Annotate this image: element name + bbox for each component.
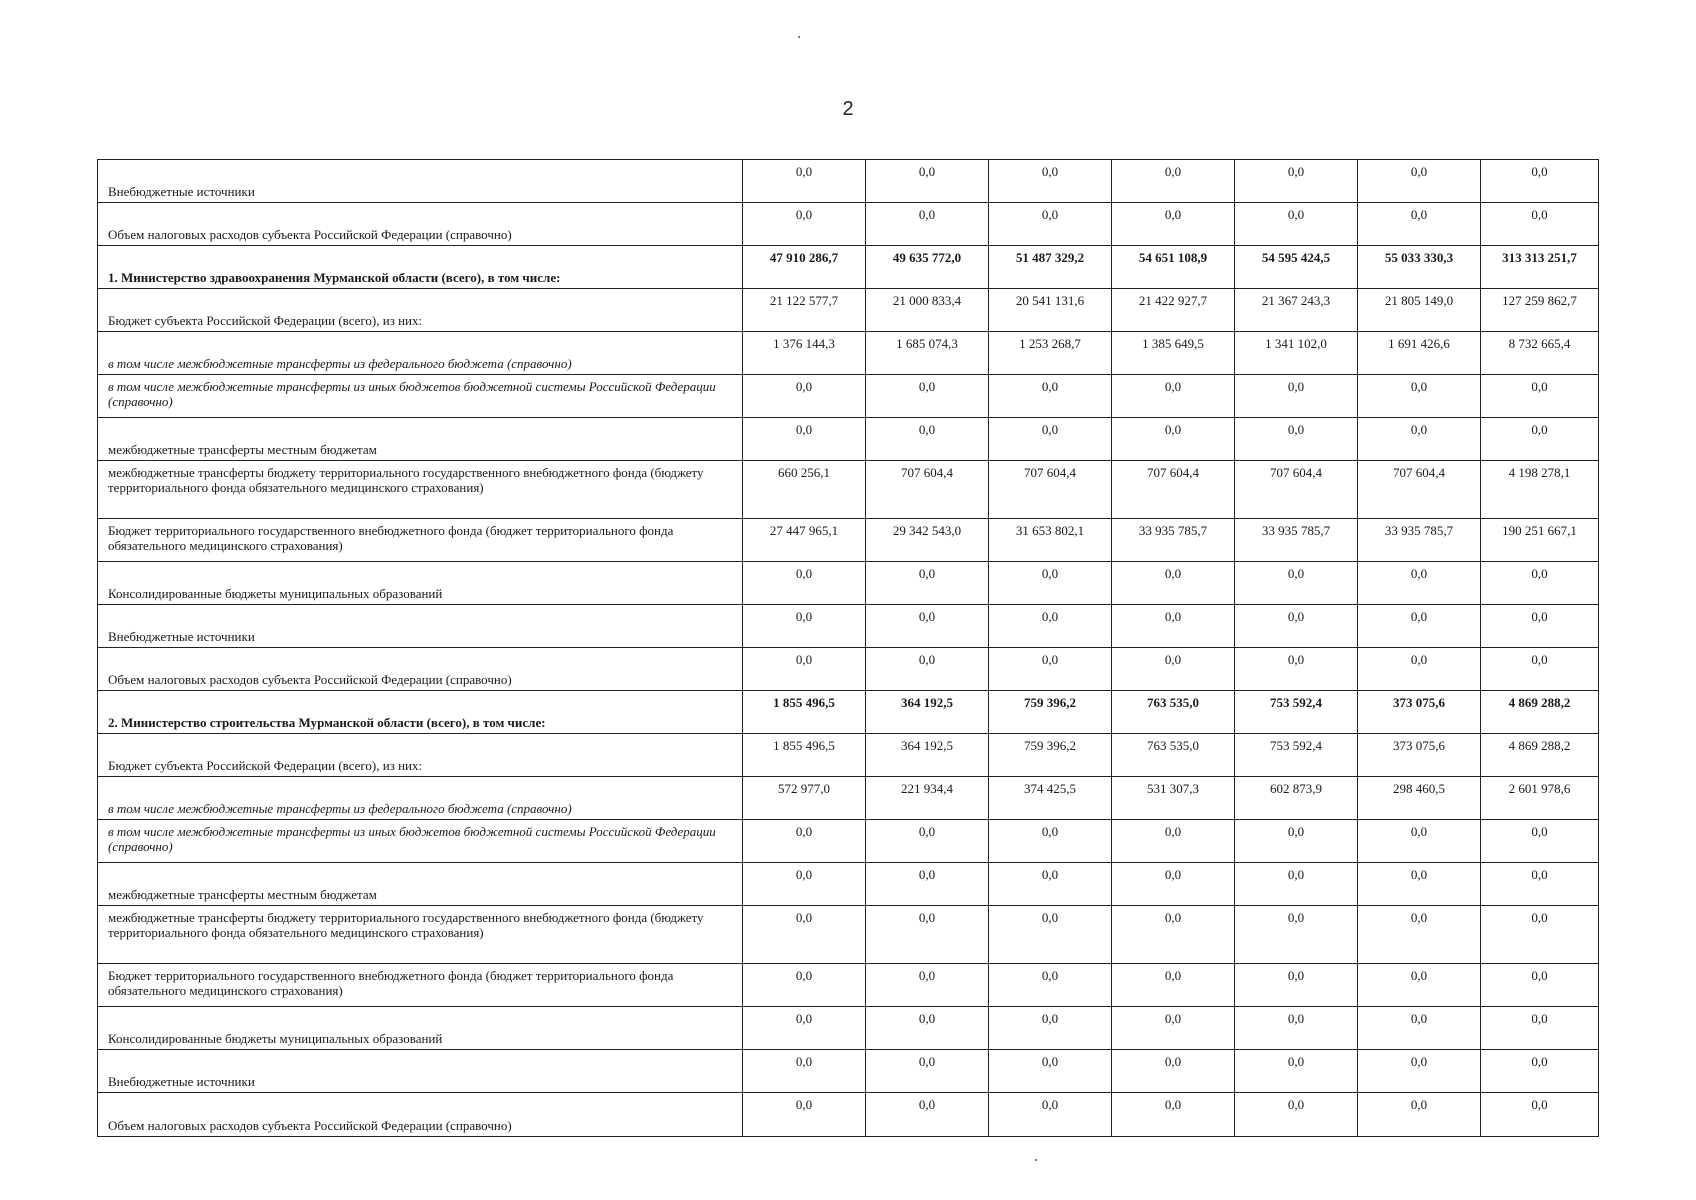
row-year-value: 364 192,5 bbox=[866, 691, 989, 734]
row-label: Объем налоговых расходов субъекта Российской Федерации (справочно) bbox=[98, 648, 743, 691]
row-year-value: 0,0 bbox=[1358, 906, 1481, 964]
row-year-value: 0,0 bbox=[989, 1093, 1112, 1137]
row-year-value: 0,0 bbox=[989, 1007, 1112, 1050]
row-year-value: 21 367 243,3 bbox=[1235, 289, 1358, 332]
row-year-value: 1 341 102,0 bbox=[1235, 332, 1358, 375]
row-year-value: 0,0 bbox=[866, 160, 989, 203]
row-year-value: 0,0 bbox=[989, 1050, 1112, 1093]
row-year-value: 0,0 bbox=[1358, 1050, 1481, 1093]
row-label: межбюджетные трансферты местным бюджетам bbox=[98, 863, 743, 906]
row-total-value: 313 313 251,7 bbox=[1481, 246, 1599, 289]
row-year-value: 364 192,5 bbox=[866, 734, 989, 777]
row-label: в том числе межбюджетные трансферты из федерального бюджета (справочно) bbox=[98, 332, 743, 375]
row-year-value: 0,0 bbox=[866, 562, 989, 605]
row-total-value: 0,0 bbox=[1481, 562, 1599, 605]
row-year-value: 660 256,1 bbox=[743, 461, 866, 519]
row-year-value: 54 595 424,5 bbox=[1235, 246, 1358, 289]
row-year-value: 0,0 bbox=[743, 605, 866, 648]
row-year-value: 49 635 772,0 bbox=[866, 246, 989, 289]
row-year-value: 707 604,4 bbox=[1112, 461, 1235, 519]
row-year-value: 55 033 330,3 bbox=[1358, 246, 1481, 289]
row-year-value: 221 934,4 bbox=[866, 777, 989, 820]
row-year-value: 0,0 bbox=[743, 1093, 866, 1137]
row-year-value: 707 604,4 bbox=[1358, 461, 1481, 519]
row-year-value: 0,0 bbox=[1235, 203, 1358, 246]
row-label: 1. Министерство здравоохранения Мурманской области (всего), в том числе: bbox=[98, 246, 743, 289]
row-year-value: 1 376 144,3 bbox=[743, 332, 866, 375]
row-year-value: 0,0 bbox=[1112, 1093, 1235, 1137]
row-total-value: 0,0 bbox=[1481, 1093, 1599, 1137]
row-year-value: 0,0 bbox=[1235, 1050, 1358, 1093]
row-year-value: 0,0 bbox=[1358, 562, 1481, 605]
row-year-value: 0,0 bbox=[743, 820, 866, 863]
row-year-value: 0,0 bbox=[1112, 906, 1235, 964]
row-label: Внебюджетные источники bbox=[98, 160, 743, 203]
page-number: 2 bbox=[842, 98, 854, 120]
row-label: межбюджетные трансферты бюджету территориального государственного внебюджетного фонда (бюджету территориального фонда обязательного медицинского страхования) bbox=[98, 461, 743, 519]
row-year-value: 1 253 268,7 bbox=[989, 332, 1112, 375]
row-year-value: 0,0 bbox=[866, 1093, 989, 1137]
row-year-value: 33 935 785,7 bbox=[1358, 519, 1481, 562]
row-label: межбюджетные трансферты бюджету территориального государственного внебюджетного фонда (бюджету территориального фонда обязательного медицинского страхования) bbox=[98, 906, 743, 964]
row-year-value: 21 805 149,0 bbox=[1358, 289, 1481, 332]
row-year-value: 531 307,3 bbox=[1112, 777, 1235, 820]
row-year-value: 572 977,0 bbox=[743, 777, 866, 820]
row-year-value: 0,0 bbox=[743, 906, 866, 964]
row-year-value: 1 855 496,5 bbox=[743, 691, 866, 734]
row-total-value: 8 732 665,4 bbox=[1481, 332, 1599, 375]
row-year-value: 0,0 bbox=[1235, 605, 1358, 648]
row-year-value: 373 075,6 bbox=[1358, 691, 1481, 734]
row-year-value: 54 651 108,9 bbox=[1112, 246, 1235, 289]
row-total-value: 0,0 bbox=[1481, 203, 1599, 246]
row-year-value: 0,0 bbox=[866, 605, 989, 648]
row-year-value: 1 385 649,5 bbox=[1112, 332, 1235, 375]
row-year-value: 0,0 bbox=[743, 863, 866, 906]
row-year-value: 0,0 bbox=[743, 1007, 866, 1050]
row-year-value: 298 460,5 bbox=[1358, 777, 1481, 820]
row-year-value: 0,0 bbox=[866, 648, 989, 691]
table-row bbox=[98, 375, 1599, 418]
table-row bbox=[98, 519, 1599, 562]
row-total-value: 0,0 bbox=[1481, 820, 1599, 863]
row-year-value: 0,0 bbox=[866, 820, 989, 863]
row-year-value: 21 000 833,4 bbox=[866, 289, 989, 332]
row-total-value: 0,0 bbox=[1481, 605, 1599, 648]
row-total-value: 4 869 288,2 bbox=[1481, 734, 1599, 777]
row-year-value: 0,0 bbox=[1112, 203, 1235, 246]
row-year-value: 0,0 bbox=[1112, 160, 1235, 203]
table-row bbox=[98, 648, 1599, 691]
row-total-value: 0,0 bbox=[1481, 418, 1599, 461]
row-year-value: 47 910 286,7 bbox=[743, 246, 866, 289]
row-year-value: 0,0 bbox=[866, 906, 989, 964]
row-year-value: 0,0 bbox=[1235, 964, 1358, 1007]
row-year-value: 373 075,6 bbox=[1358, 734, 1481, 777]
row-year-value: 0,0 bbox=[866, 964, 989, 1007]
row-year-value: 707 604,4 bbox=[1235, 461, 1358, 519]
row-year-value: 374 425,5 bbox=[989, 777, 1112, 820]
scan-speck bbox=[1035, 1159, 1037, 1161]
row-year-value: 1 691 426,6 bbox=[1358, 332, 1481, 375]
row-year-value: 0,0 bbox=[989, 605, 1112, 648]
row-label: Бюджет субъекта Российской Федерации (всего), из них: bbox=[98, 289, 743, 332]
row-year-value: 0,0 bbox=[1358, 418, 1481, 461]
row-year-value: 0,0 bbox=[866, 375, 989, 418]
row-year-value: 0,0 bbox=[1235, 906, 1358, 964]
row-year-value: 753 592,4 bbox=[1235, 691, 1358, 734]
row-year-value: 0,0 bbox=[1358, 648, 1481, 691]
row-year-value: 0,0 bbox=[1112, 605, 1235, 648]
row-year-value: 0,0 bbox=[1358, 375, 1481, 418]
row-total-value: 0,0 bbox=[1481, 1007, 1599, 1050]
table-row bbox=[98, 418, 1599, 461]
row-year-value: 759 396,2 bbox=[989, 734, 1112, 777]
row-total-value: 4 869 288,2 bbox=[1481, 691, 1599, 734]
row-year-value: 31 653 802,1 bbox=[989, 519, 1112, 562]
row-year-value: 0,0 bbox=[866, 203, 989, 246]
row-year-value: 20 541 131,6 bbox=[989, 289, 1112, 332]
row-year-value: 0,0 bbox=[1112, 648, 1235, 691]
row-total-value: 0,0 bbox=[1481, 964, 1599, 1007]
row-year-value: 0,0 bbox=[989, 203, 1112, 246]
row-label: Объем налоговых расходов субъекта Российской Федерации (справочно) bbox=[98, 1093, 743, 1137]
table-row bbox=[98, 562, 1599, 605]
row-label: Внебюджетные источники bbox=[98, 1050, 743, 1093]
row-label: межбюджетные трансферты местным бюджетам bbox=[98, 418, 743, 461]
row-year-value: 0,0 bbox=[743, 648, 866, 691]
row-year-value: 0,0 bbox=[1112, 964, 1235, 1007]
row-year-value: 0,0 bbox=[1358, 203, 1481, 246]
row-year-value: 759 396,2 bbox=[989, 691, 1112, 734]
row-year-value: 707 604,4 bbox=[989, 461, 1112, 519]
row-year-value: 0,0 bbox=[866, 418, 989, 461]
row-total-value: 127 259 862,7 bbox=[1481, 289, 1599, 332]
row-year-value: 0,0 bbox=[1112, 820, 1235, 863]
row-year-value: 0,0 bbox=[1112, 418, 1235, 461]
row-year-value: 0,0 bbox=[1235, 375, 1358, 418]
row-year-value: 0,0 bbox=[743, 964, 866, 1007]
row-year-value: 763 535,0 bbox=[1112, 691, 1235, 734]
row-year-value: 0,0 bbox=[989, 375, 1112, 418]
row-year-value: 0,0 bbox=[1358, 605, 1481, 648]
row-label: 2. Министерство строительства Мурманской области (всего), в том числе: bbox=[98, 691, 743, 734]
row-year-value: 707 604,4 bbox=[866, 461, 989, 519]
table-row bbox=[98, 160, 1599, 203]
table-row bbox=[98, 777, 1599, 820]
table-row bbox=[98, 691, 1599, 734]
row-year-value: 1 685 074,3 bbox=[866, 332, 989, 375]
row-label: в том числе межбюджетные трансферты из иных бюджетов бюджетной системы Российской Федерации (справочно) bbox=[98, 375, 743, 418]
row-year-value: 0,0 bbox=[989, 906, 1112, 964]
row-year-value: 0,0 bbox=[743, 160, 866, 203]
row-year-value: 0,0 bbox=[1235, 1007, 1358, 1050]
row-year-value: 0,0 bbox=[1358, 1007, 1481, 1050]
row-label: Объем налоговых расходов субъекта Российской Федерации (справочно) bbox=[98, 203, 743, 246]
row-year-value: 0,0 bbox=[989, 562, 1112, 605]
row-year-value: 753 592,4 bbox=[1235, 734, 1358, 777]
row-year-value: 21 422 927,7 bbox=[1112, 289, 1235, 332]
row-year-value: 0,0 bbox=[989, 648, 1112, 691]
row-year-value: 33 935 785,7 bbox=[1235, 519, 1358, 562]
row-year-value: 0,0 bbox=[989, 418, 1112, 461]
row-year-value: 0,0 bbox=[1358, 964, 1481, 1007]
row-year-value: 0,0 bbox=[1358, 863, 1481, 906]
row-year-value: 602 873,9 bbox=[1235, 777, 1358, 820]
table-row bbox=[98, 820, 1599, 863]
budget-table bbox=[97, 159, 1599, 1137]
row-year-value: 0,0 bbox=[1358, 1093, 1481, 1137]
row-year-value: 0,0 bbox=[989, 820, 1112, 863]
table-row bbox=[98, 461, 1599, 519]
row-year-value: 0,0 bbox=[743, 203, 866, 246]
row-label: в том числе межбюджетные трансферты из федерального бюджета (справочно) bbox=[98, 777, 743, 820]
row-year-value: 0,0 bbox=[1235, 1093, 1358, 1137]
table-row bbox=[98, 1007, 1599, 1050]
row-total-value: 4 198 278,1 bbox=[1481, 461, 1599, 519]
row-label: Бюджет субъекта Российской Федерации (всего), из них: bbox=[98, 734, 743, 777]
row-total-value: 0,0 bbox=[1481, 906, 1599, 964]
row-total-value: 0,0 bbox=[1481, 863, 1599, 906]
row-label: Консолидированные бюджеты муниципальных образований bbox=[98, 1007, 743, 1050]
row-year-value: 0,0 bbox=[866, 1007, 989, 1050]
row-year-value: 0,0 bbox=[1235, 648, 1358, 691]
row-year-value: 0,0 bbox=[743, 418, 866, 461]
row-year-value: 763 535,0 bbox=[1112, 734, 1235, 777]
row-year-value: 0,0 bbox=[743, 1050, 866, 1093]
table-body bbox=[98, 160, 1599, 1137]
row-year-value: 1 855 496,5 bbox=[743, 734, 866, 777]
scan-speck bbox=[798, 36, 800, 38]
table-row bbox=[98, 734, 1599, 777]
table-row bbox=[98, 203, 1599, 246]
row-year-value: 0,0 bbox=[989, 863, 1112, 906]
row-year-value: 0,0 bbox=[866, 1050, 989, 1093]
row-label: Консолидированные бюджеты муниципальных образований bbox=[98, 562, 743, 605]
row-year-value: 0,0 bbox=[1112, 1050, 1235, 1093]
row-total-value: 0,0 bbox=[1481, 648, 1599, 691]
row-year-value: 21 122 577,7 bbox=[743, 289, 866, 332]
row-label: Внебюджетные источники bbox=[98, 605, 743, 648]
row-year-value: 27 447 965,1 bbox=[743, 519, 866, 562]
row-total-value: 190 251 667,1 bbox=[1481, 519, 1599, 562]
row-year-value: 33 935 785,7 bbox=[1112, 519, 1235, 562]
row-year-value: 51 487 329,2 bbox=[989, 246, 1112, 289]
table-row bbox=[98, 1093, 1599, 1137]
row-year-value: 0,0 bbox=[1235, 160, 1358, 203]
row-label: в том числе межбюджетные трансферты из иных бюджетов бюджетной системы Российской Федерации (справочно) bbox=[98, 820, 743, 863]
row-year-value: 29 342 543,0 bbox=[866, 519, 989, 562]
table-row bbox=[98, 289, 1599, 332]
row-total-value: 0,0 bbox=[1481, 1050, 1599, 1093]
row-year-value: 0,0 bbox=[1112, 562, 1235, 605]
row-total-value: 2 601 978,6 bbox=[1481, 777, 1599, 820]
row-year-value: 0,0 bbox=[743, 562, 866, 605]
table-row bbox=[98, 246, 1599, 289]
table-row bbox=[98, 964, 1599, 1007]
table-row bbox=[98, 906, 1599, 964]
row-year-value: 0,0 bbox=[1235, 863, 1358, 906]
row-year-value: 0,0 bbox=[1112, 375, 1235, 418]
row-year-value: 0,0 bbox=[1112, 863, 1235, 906]
table-row bbox=[98, 605, 1599, 648]
row-year-value: 0,0 bbox=[866, 863, 989, 906]
row-year-value: 0,0 bbox=[1358, 820, 1481, 863]
row-year-value: 0,0 bbox=[1235, 562, 1358, 605]
row-year-value: 0,0 bbox=[743, 375, 866, 418]
table-row bbox=[98, 863, 1599, 906]
row-total-value: 0,0 bbox=[1481, 160, 1599, 203]
row-year-value: 0,0 bbox=[1235, 820, 1358, 863]
row-year-value: 0,0 bbox=[1112, 1007, 1235, 1050]
row-year-value: 0,0 bbox=[1358, 160, 1481, 203]
row-year-value: 0,0 bbox=[989, 964, 1112, 1007]
row-year-value: 0,0 bbox=[989, 160, 1112, 203]
row-total-value: 0,0 bbox=[1481, 375, 1599, 418]
row-label: Бюджет территориального государственного внебюджетного фонда (бюджет территориального фонда обязательного медицинского страхования) bbox=[98, 519, 743, 562]
row-year-value: 0,0 bbox=[1235, 418, 1358, 461]
table-row bbox=[98, 1050, 1599, 1093]
row-label: Бюджет территориального государственного внебюджетного фонда (бюджет территориального фонда обязательного медицинского страхования) bbox=[98, 964, 743, 1007]
table-row bbox=[98, 332, 1599, 375]
